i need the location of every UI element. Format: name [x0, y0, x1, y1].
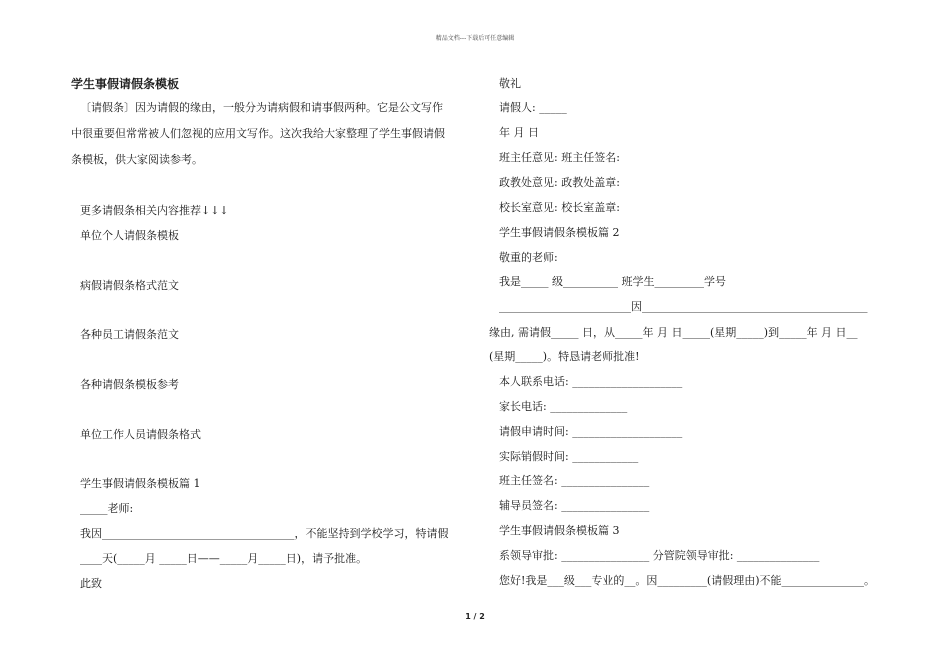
right-line: (星期_____)。特恳请老师批准!	[489, 350, 640, 363]
right-line: 班主任签名: ________________	[499, 474, 650, 487]
right-line: ________________________因_________________________________________	[499, 300, 868, 313]
body-line-2: ____天(_____月 _____日——_____月_____日)，请予批准。	[80, 552, 368, 565]
right-line: 本人联系电话: ____________________	[499, 375, 683, 388]
link-item[interactable]: 单位个人请假条模板	[80, 229, 179, 242]
link-item[interactable]: 病假请假条格式范文	[80, 279, 179, 292]
salutation: _____老师:	[80, 502, 134, 515]
right-line: 缘由, 需请假_____ 日，从_____年 月 日_____(星期_____)到_____年 月 日__	[489, 326, 858, 339]
document-title: 学生事假请假条模板	[71, 77, 180, 91]
right-line: 您好!我是___级___专业的__。因_________(请假理由)不能_______________。	[499, 574, 876, 587]
right-line: 班主任意见: 班主任签名:	[499, 151, 620, 164]
right-line: 政教处意见: 政教处盖章:	[499, 176, 620, 189]
page-number: 1 / 2	[465, 612, 485, 621]
sample-1-title: 学生事假请假条模板篇 1	[80, 477, 201, 490]
more-recommend: 更多请假条相关内容推荐↓↓↓	[80, 204, 229, 217]
intro-line-3: 条模板，供大家阅读参考。	[71, 153, 203, 166]
right-line: 辅导员签名: ________________	[499, 499, 650, 512]
right-line: 年 月 日	[499, 126, 539, 139]
body-line-1: 我因___________________________________，不能坚持到学校学习，特请假	[80, 527, 449, 540]
right-line: 我是_____ 级__________ 班学生_________学号	[499, 275, 726, 288]
right-line: 敬重的老师:	[499, 251, 558, 264]
right-line: 系领导审批: ________________ 分管院领导审批: _______________	[499, 549, 820, 562]
link-item[interactable]: 各种请假条模板参考	[80, 378, 179, 391]
right-line: 敬礼	[499, 77, 521, 90]
intro-line-2: 中很重要但常常被人们忽视的应用文写作。这次我给大家整理了学生事假请假	[71, 127, 445, 140]
page-header: 精品文档---下载后可任意编辑	[435, 35, 515, 42]
sample-2-title: 学生事假请假条模板篇 2	[499, 226, 620, 239]
link-item[interactable]: 各种员工请假条范文	[80, 328, 179, 341]
right-line: 请假人: _____	[499, 101, 567, 114]
intro-line-1: 〔请假条〕因为请假的缘由，一般分为请病假和请事假两种。它是公文写作	[80, 101, 443, 114]
right-line: 请假申请时间: ____________________	[499, 425, 683, 438]
sample-3-title: 学生事假请假条模板篇 3	[499, 524, 620, 537]
right-line: 家长电话: ______________	[499, 400, 628, 413]
right-line: 实际销假时间: ____________	[499, 450, 639, 463]
right-line: 校长室意见: 校长室盖章:	[499, 201, 620, 214]
link-item[interactable]: 单位工作人员请假条格式	[80, 428, 201, 441]
closing: 此致	[80, 577, 102, 590]
